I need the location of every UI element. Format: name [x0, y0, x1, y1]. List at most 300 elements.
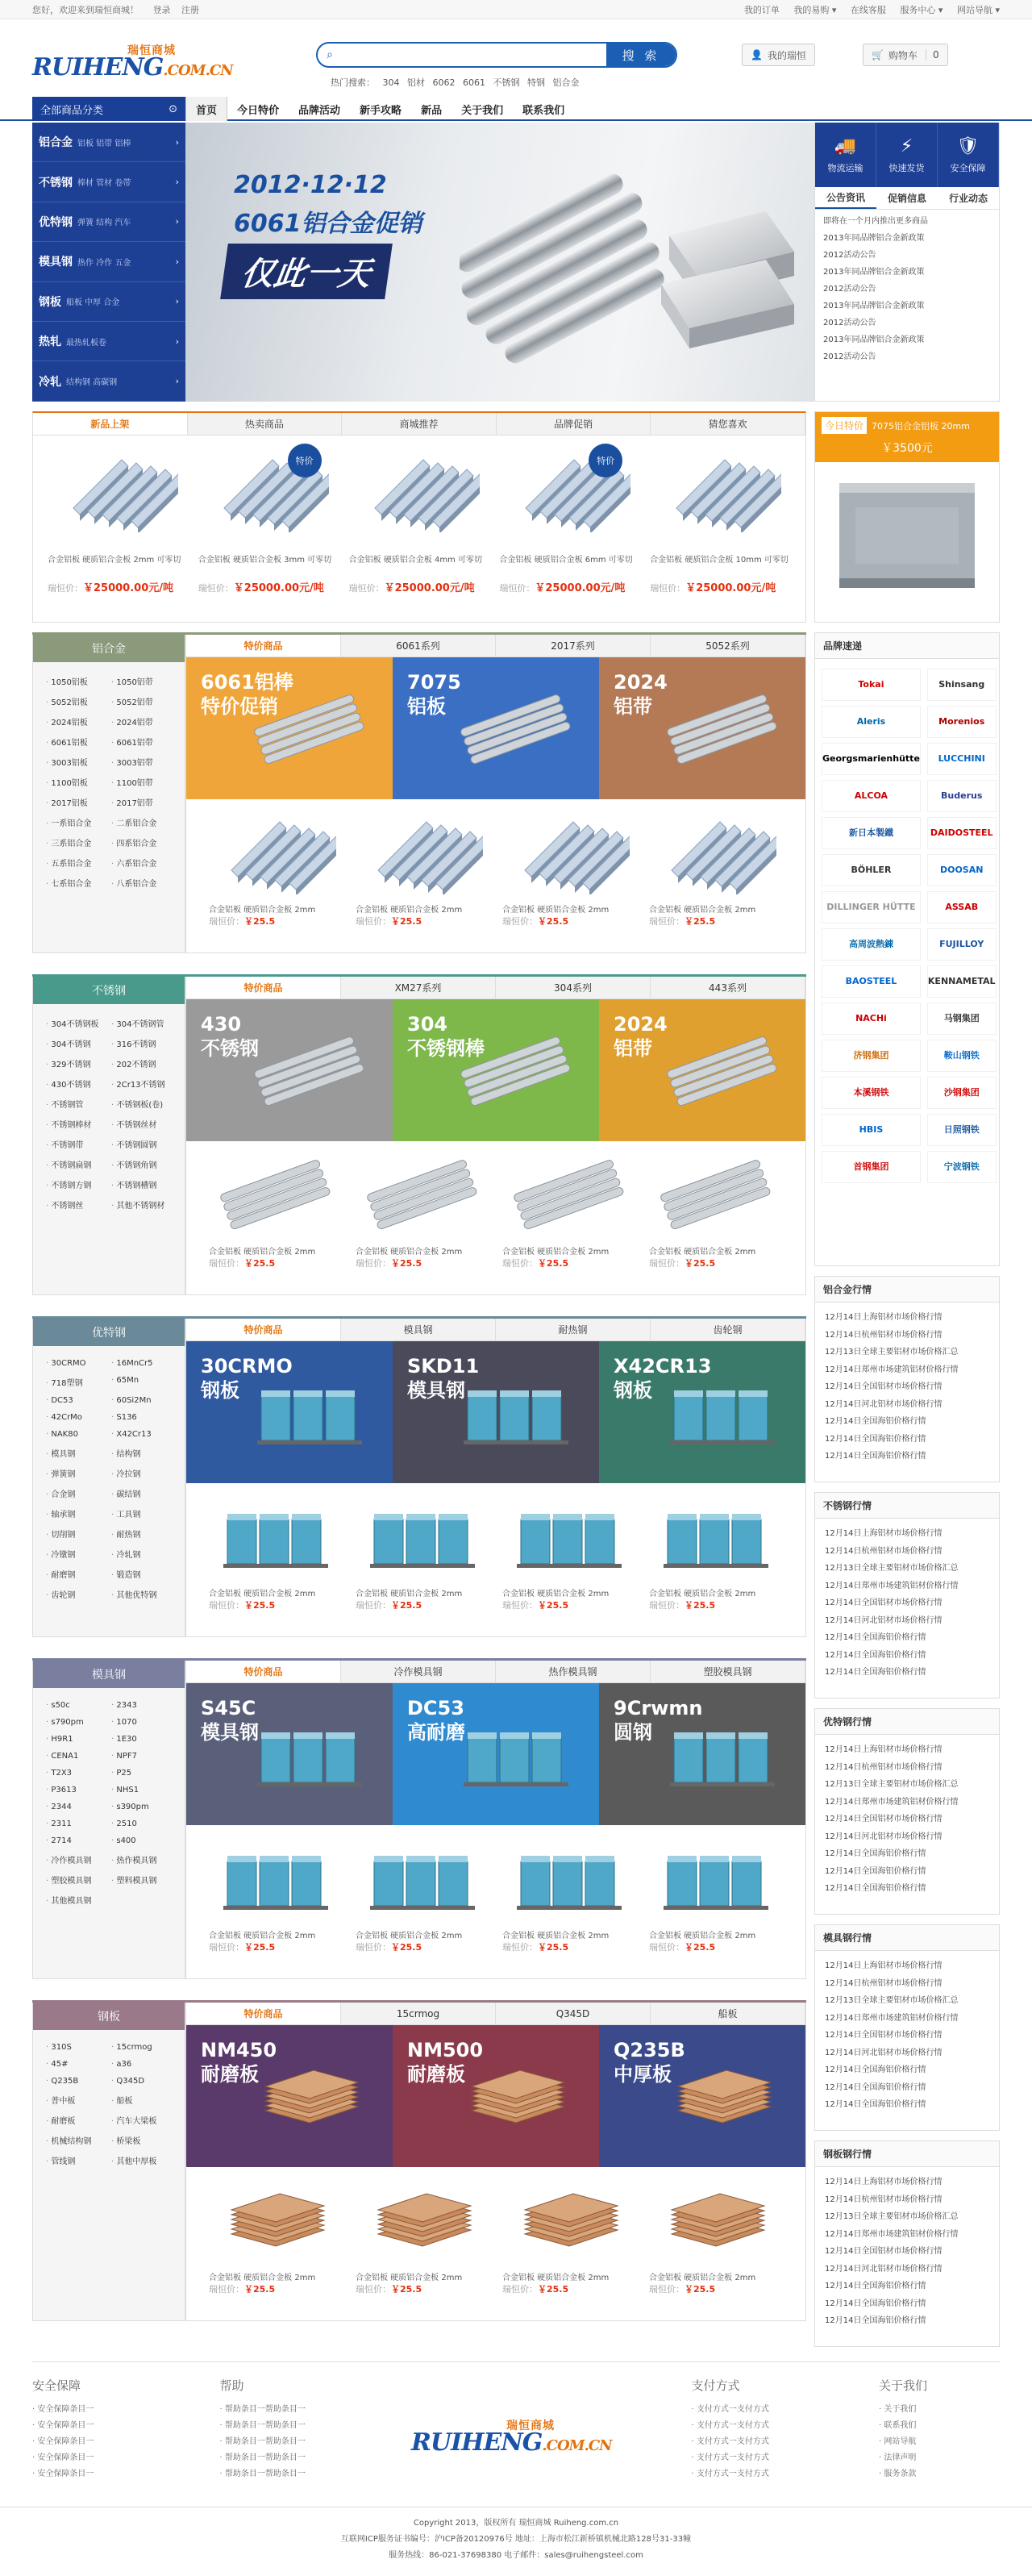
nav-today-special[interactable]: 今日特价	[237, 104, 280, 117]
floor-link[interactable]: · 65Mn	[111, 1376, 172, 1388]
floor-link[interactable]: · 五系铝合金	[46, 857, 106, 869]
price-item[interactable]: 12月14日全国海铝价格行情	[825, 1884, 926, 1893]
notice-item[interactable]: 2012活动公告	[823, 319, 876, 327]
nav-brand-activity[interactable]: 品牌活动	[298, 104, 341, 117]
product-name[interactable]: 合金铝板 硬质铝合金板 2mm	[649, 1248, 756, 1257]
floor-link[interactable]: · H9R1	[46, 1735, 106, 1744]
product-name[interactable]: 合金铝板 硬质铝合金板 4mm 可零切	[348, 556, 482, 565]
floor-link[interactable]: · 二系铝合金	[111, 816, 172, 828]
floor-link[interactable]: · 八系铝合金	[111, 877, 172, 889]
floor-product[interactable]	[643, 1840, 789, 1954]
floor-link[interactable]: · 316不锈钢	[111, 1037, 172, 1049]
floor-link[interactable]: · 其他不锈钢材	[111, 1198, 172, 1211]
brand-logo[interactable]: LUCCHINI	[927, 743, 997, 775]
price-item[interactable]: 12月13日全球主要铝材市场价格汇总	[825, 1564, 959, 1573]
floor-link[interactable]: · 329不锈钢	[46, 1057, 106, 1069]
footer-link[interactable]: · 安全保障条目一	[32, 2418, 177, 2434]
brand-logo[interactable]: NACHi	[822, 1002, 921, 1035]
floor-tab[interactable]: 冷作模具钢	[341, 1661, 496, 1682]
brand-logo[interactable]: 高周波熱錬	[822, 928, 921, 961]
notice-item[interactable]: 2013年同品牌铝合金新政策	[823, 234, 925, 243]
product-card[interactable]	[43, 444, 194, 594]
floor-tab[interactable]: 热作模具钢	[496, 1661, 651, 1682]
floor-link[interactable]: · 3003铝带	[111, 756, 172, 768]
floor-tab[interactable]: 耐热钢	[496, 1319, 651, 1340]
floor-link[interactable]: · 合金钢	[46, 1487, 106, 1499]
price-item[interactable]: 12月14日全国铝材市场价格行情	[825, 1599, 943, 1607]
price-item[interactable]: 12月14日郑州市场建筑铝材价格行情	[825, 1365, 959, 1374]
floor-promo[interactable]	[599, 999, 805, 1141]
floor-link[interactable]: · P3613	[46, 1786, 106, 1794]
price-item[interactable]: 12月14日河北铝材市场价格行情	[825, 1399, 943, 1409]
footer-link[interactable]: · 支付方式一支付方式	[692, 2418, 837, 2434]
floor-tab[interactable]: 船板	[651, 2003, 805, 2024]
notice-item[interactable]: 2013年同品牌铝合金新政策	[823, 268, 925, 277]
brand-logo[interactable]: 新日本製鐵	[822, 817, 921, 849]
all-categories-toggle[interactable]	[32, 97, 185, 121]
my-account-link[interactable]: 我的易购 ▾	[793, 5, 837, 15]
hot-keyword[interactable]: 铝合金	[552, 77, 580, 88]
brand-logo[interactable]: DAIDOSTEEL	[927, 817, 997, 849]
floor-promo[interactable]	[393, 1683, 599, 1825]
floor-link[interactable]: · 2017铝板	[46, 796, 106, 808]
floor-link[interactable]: · 不锈钢角钢	[111, 1158, 172, 1170]
brand-logo[interactable]: Morenios	[927, 706, 997, 738]
floor-link[interactable]: · T2X3	[46, 1769, 106, 1778]
floor-product[interactable]	[349, 1498, 496, 1612]
service-logistics[interactable]	[815, 123, 876, 187]
brand-logo[interactable]: 沙钢集团	[927, 1077, 997, 1109]
floor-link[interactable]: · 普中板	[46, 2094, 106, 2106]
floor-link[interactable]: · 塑料模具钢	[111, 1874, 172, 1886]
floor-promo[interactable]	[186, 657, 393, 799]
footer-link[interactable]: · 安全保障条目一	[32, 2434, 177, 2450]
floor-link[interactable]: · 2311	[46, 1819, 106, 1828]
floor-tab[interactable]: 塑胶模具钢	[651, 1661, 805, 1682]
floor-promo[interactable]	[599, 657, 805, 799]
footer-link[interactable]: · 帮助条目一帮助条目一	[220, 2450, 365, 2466]
brand-logo[interactable]: DOOSAN	[927, 854, 997, 886]
floor-link[interactable]: · a36	[111, 2060, 172, 2069]
price-item[interactable]: 12月14日郑州市场建筑铝材价格行情	[825, 1581, 959, 1590]
floor-tab[interactable]: 6061系列	[341, 635, 496, 657]
cart-button[interactable]	[863, 44, 948, 66]
brand-logo[interactable]: 日照钢铁	[927, 1114, 997, 1146]
product-name[interactable]: 合金铝板 硬质铝合金板 2mm	[209, 1932, 316, 1940]
price-item[interactable]: 12月14日杭州铝材市场价格行情	[825, 1978, 943, 1988]
tab-announcements[interactable]: 公告资讯	[815, 187, 876, 209]
floor-product[interactable]	[349, 814, 496, 928]
floor-link[interactable]: · 2Cr13不锈钢	[111, 1078, 172, 1090]
brand-logo[interactable]: 本溪钢铁	[822, 1077, 921, 1109]
floor-tab[interactable]: 304系列	[496, 977, 651, 998]
floor-tab[interactable]: 443系列	[651, 977, 805, 998]
price-item[interactable]: 12月14日杭州铝材市场价格行情	[825, 1546, 943, 1556]
brand-logo[interactable]: BÖHLER	[822, 854, 921, 886]
floor-link[interactable]: · 5052铝带	[111, 695, 172, 707]
floor-link[interactable]: · 30CRMO	[46, 1359, 106, 1368]
hot-keyword[interactable]: 铝材	[407, 77, 425, 88]
floor-link[interactable]: · 模具钢	[46, 1447, 106, 1459]
floor-link[interactable]: · 工具钢	[111, 1507, 172, 1519]
product-name[interactable]: 合金铝板 硬质铝合金板 2mm 可零切	[48, 556, 181, 565]
tab-guess-like[interactable]: 猜您喜欢	[651, 413, 805, 435]
floor-tab[interactable]: 特价商品	[186, 1319, 341, 1340]
price-item[interactable]: 12月14日杭州铝材市场价格行情	[825, 1330, 943, 1340]
floor-link[interactable]: · 不锈钢棒材	[46, 1118, 106, 1130]
floor-link[interactable]: · 1050铝带	[111, 675, 172, 687]
search-button[interactable]: 搜 索	[606, 44, 676, 66]
nav-beginner-guide[interactable]: 新手攻略	[360, 104, 402, 117]
floor-link[interactable]: · 1050铝板	[46, 675, 106, 687]
product-name[interactable]: 合金铝板 硬质铝合金板 2mm	[649, 906, 756, 915]
floor-link[interactable]: · 其他模具钢	[46, 1894, 106, 1906]
floor-link[interactable]: · s50c	[46, 1701, 106, 1710]
floor-link[interactable]: · 耐热钢	[111, 1528, 172, 1540]
floor-link[interactable]: · 2343	[111, 1701, 172, 1710]
today-special-box[interactable]	[814, 411, 1000, 623]
login-link[interactable]: 登录	[152, 5, 171, 15]
product-name[interactable]: 合金铝板 硬质铝合金板 2mm	[356, 906, 463, 915]
tab-brand-promo[interactable]: 品牌促销	[497, 413, 651, 435]
product-name[interactable]: 合金铝板 硬质铝合金板 2mm	[502, 1590, 610, 1599]
floor-link[interactable]: · 310S	[46, 2043, 106, 2052]
footer-link[interactable]: · 网站导航	[879, 2434, 1000, 2450]
price-item[interactable]: 12月14日郑州市场建筑铝材价格行情	[825, 2229, 959, 2239]
floor-link[interactable]: · DC53	[46, 1396, 106, 1405]
footer-link[interactable]: · 支付方式一支付方式	[692, 2402, 837, 2418]
price-item[interactable]: 12月14日全国海铝价格行情	[825, 1633, 926, 1642]
floor-link[interactable]: · 不锈钢槽钢	[111, 1178, 172, 1190]
floor-link[interactable]: · 不锈钢扁钢	[46, 1158, 106, 1170]
price-item[interactable]: 12月14日全国海铝价格行情	[825, 1417, 926, 1426]
price-item[interactable]: 12月14日全国海铝价格行情	[825, 1849, 926, 1858]
floor-link[interactable]: · 6061铝带	[111, 736, 172, 748]
floor-link[interactable]: · 桥梁板	[111, 2134, 172, 2146]
footer-link[interactable]: · 服务条款	[879, 2466, 1000, 2482]
price-item[interactable]: 12月14日上海铝材市场价格行情	[825, 1529, 943, 1538]
brand-logo[interactable]: HBIS	[822, 1114, 921, 1146]
price-item[interactable]: 12月14日郑州市场建筑铝材价格行情	[825, 1797, 959, 1807]
floor-link[interactable]: · 304不锈钢板	[46, 1017, 106, 1029]
register-link[interactable]: 注册	[181, 5, 199, 15]
site-logo[interactable]	[32, 42, 242, 82]
floor-link[interactable]: · NAK80	[46, 1430, 106, 1439]
price-item[interactable]: 12月14日上海铝材市场价格行情	[825, 1745, 943, 1754]
floor-link[interactable]: · 锻造钢	[111, 1568, 172, 1580]
brand-logo[interactable]: 鞍山钢铁	[927, 1040, 997, 1072]
floor-link[interactable]: · 船板	[111, 2094, 172, 2106]
floor-tab[interactable]: 特价商品	[186, 1661, 341, 1682]
floor-product[interactable]	[496, 1156, 643, 1270]
floor-product[interactable]	[643, 2182, 789, 2296]
hot-keyword[interactable]: 304	[382, 77, 400, 88]
price-item[interactable]: 12月14日河北铝材市场价格行情	[825, 1832, 943, 1841]
floor-link[interactable]: · 冷轧钢	[111, 1548, 172, 1560]
floor-promo[interactable]	[599, 1341, 805, 1483]
product-name[interactable]: 合金铝板 硬质铝合金板 2mm	[356, 1932, 463, 1940]
floor-link[interactable]: · 45#	[46, 2060, 106, 2069]
floor-promo[interactable]	[186, 999, 393, 1141]
floor-product[interactable]	[202, 814, 349, 928]
floor-link[interactable]: · 718塑钢	[46, 1376, 106, 1388]
notice-item[interactable]: 2012活动公告	[823, 285, 876, 294]
floor-promo[interactable]	[599, 2025, 805, 2167]
notice-item[interactable]: 2013年同品牌铝合金新政策	[823, 302, 925, 311]
price-item[interactable]: 12月14日全国海铝价格行情	[825, 1434, 926, 1444]
floor-tab[interactable]: 特价商品	[186, 635, 341, 657]
floor-promo[interactable]	[393, 2025, 599, 2167]
product-card[interactable]	[494, 444, 645, 594]
service-fast-delivery[interactable]	[876, 123, 938, 187]
price-item[interactable]: 12月14日全国海铝价格行情	[825, 1866, 926, 1876]
floor-link[interactable]: · 其他优特钢	[111, 1588, 172, 1600]
footer-link[interactable]: · 支付方式一支付方式	[692, 2450, 837, 2466]
floor-product[interactable]	[202, 1840, 349, 1954]
price-item[interactable]: 12月14日全国海铝价格行情	[825, 1452, 926, 1461]
notice-item[interactable]: 2012活动公告	[823, 352, 876, 361]
floor-link[interactable]: · 5052铝板	[46, 695, 106, 707]
floor-promo[interactable]	[393, 657, 599, 799]
price-item[interactable]: 12月14日郑州市场建筑铝材价格行情	[825, 2013, 959, 2023]
footer-link[interactable]: · 安全保障条目一	[32, 2402, 177, 2418]
brand-logo[interactable]: 首钢集团	[822, 1151, 921, 1183]
site-nav-link[interactable]: 网站导航 ▾	[956, 5, 1000, 15]
tab-promotions[interactable]: 促销信息	[887, 193, 926, 204]
floor-promo[interactable]	[186, 1341, 393, 1483]
product-card[interactable]	[645, 444, 796, 594]
brand-logo[interactable]: Tokai	[822, 669, 921, 701]
price-item[interactable]: 12月14日全国海铝价格行情	[825, 1668, 926, 1677]
floor-product[interactable]	[202, 2182, 349, 2296]
floor-link[interactable]: · s790pm	[46, 1718, 106, 1727]
floor-link[interactable]: · X42Cr13	[111, 1430, 172, 1439]
footer-link[interactable]: · 支付方式一支付方式	[692, 2434, 837, 2450]
price-item[interactable]: 12月14日上海铝材市场价格行情	[825, 1961, 943, 1970]
hot-keyword[interactable]: 6062	[432, 77, 456, 88]
price-item[interactable]: 12月14日全国铝材市场价格行情	[825, 2031, 943, 2040]
floor-tab[interactable]: Q345D	[496, 2003, 651, 2024]
tab-recommend[interactable]: 商城推荐	[342, 413, 497, 435]
price-item[interactable]: 12月14日全国铝材市场价格行情	[825, 1382, 943, 1391]
hot-keyword[interactable]: 特钢	[527, 77, 545, 88]
floor-promo[interactable]	[599, 1683, 805, 1825]
floor-link[interactable]: · 304不锈钢	[46, 1037, 106, 1049]
floor-promo[interactable]	[186, 1683, 393, 1825]
category-item[interactable]	[32, 242, 185, 281]
floor-tab[interactable]: 15crmog	[341, 2003, 496, 2024]
floor-link[interactable]: · NHS1	[111, 1786, 172, 1794]
product-name[interactable]: 合金铝板 硬质铝合金板 2mm	[502, 1932, 610, 1940]
floor-link[interactable]: · 七系铝合金	[46, 877, 106, 889]
floor-link[interactable]: · 弹簧钢	[46, 1467, 106, 1479]
brand-logo[interactable]: 马钢集团	[927, 1002, 997, 1035]
floor-link[interactable]: · 齿轮钢	[46, 1588, 106, 1600]
price-item[interactable]: 12月14日全国海铝价格行情	[825, 1650, 926, 1660]
floor-product[interactable]	[349, 2182, 496, 2296]
brand-logo[interactable]: BAOSTEEL	[822, 965, 921, 998]
price-item[interactable]: 12月14日上海铝材市场价格行情	[825, 1313, 943, 1322]
hot-keyword[interactable]: 6061	[463, 77, 485, 88]
notice-item[interactable]: 即将在一个月内推出更多商品	[823, 217, 928, 226]
brand-logo[interactable]: Shinsang	[927, 669, 997, 701]
category-item[interactable]	[32, 322, 185, 361]
category-item[interactable]	[32, 123, 185, 162]
my-orders-link[interactable]: 我的订单	[743, 5, 780, 15]
category-item[interactable]	[32, 162, 185, 202]
floor-link[interactable]: · s400	[111, 1836, 172, 1845]
floor-promo[interactable]	[186, 2025, 393, 2167]
tab-industry[interactable]: 行业动态	[948, 193, 988, 204]
price-item[interactable]: 12月14日上海铝材市场价格行情	[825, 2178, 943, 2186]
floor-link[interactable]: · 三系铝合金	[46, 836, 106, 848]
floor-link[interactable]: · 不锈钢板(卷)	[111, 1098, 172, 1110]
notice-item[interactable]: 2012活动公告	[823, 251, 876, 260]
floor-product[interactable]	[349, 1156, 496, 1270]
brand-logo[interactable]: FUJILLOY	[927, 928, 997, 961]
brand-logo[interactable]: ALCOA	[822, 780, 921, 812]
service-center-link[interactable]: 服务中心 ▾	[900, 5, 943, 15]
floor-link[interactable]: · 结构钢	[111, 1447, 172, 1459]
floor-product[interactable]	[496, 1498, 643, 1612]
floor-link[interactable]: · 不锈钢丝材	[111, 1118, 172, 1130]
floor-link[interactable]: · NPF7	[111, 1752, 172, 1761]
brand-logo[interactable]: 宁波钢铁	[927, 1151, 997, 1183]
product-name[interactable]: 合金铝板 硬质铝合金板 2mm	[649, 2274, 756, 2282]
price-item[interactable]: 12月14日全国海铝价格行情	[825, 2282, 926, 2290]
footer-link[interactable]: · 法律声明	[879, 2450, 1000, 2466]
floor-link[interactable]: · 四系铝合金	[111, 836, 172, 848]
brand-logo[interactable]: ASSAB	[927, 891, 997, 923]
floor-link[interactable]: · 2024铝带	[111, 715, 172, 727]
floor-link[interactable]: · 不锈钢带	[46, 1138, 106, 1150]
floor-link[interactable]: · 15crmog	[111, 2043, 172, 2052]
footer-link[interactable]: · 帮助条目一帮助条目一	[220, 2418, 365, 2434]
price-item[interactable]: 12月14日河北铝材市场价格行情	[825, 1615, 943, 1625]
floor-link[interactable]: · 轴承钢	[46, 1507, 106, 1519]
category-item[interactable]	[32, 282, 185, 322]
floor-tab[interactable]: 齿轮钢	[651, 1319, 805, 1340]
product-name[interactable]: 合金铝板 硬质铝合金板 2mm	[649, 1932, 756, 1940]
floor-tab[interactable]: 特价商品	[186, 2003, 341, 2024]
floor-link[interactable]: · 430不锈钢	[46, 1078, 106, 1090]
floor-link[interactable]: · 碳结钢	[111, 1487, 172, 1499]
floor-link[interactable]: · 1100铝板	[46, 776, 106, 788]
price-item[interactable]: 12月14日全国海铝价格行情	[825, 2100, 926, 2109]
nav-contact[interactable]: 联系我们	[522, 104, 565, 117]
floor-link[interactable]: · 1070	[111, 1718, 172, 1727]
footer-link[interactable]: · 安全保障条目一	[32, 2466, 177, 2482]
promo-banner[interactable]	[185, 123, 814, 402]
brand-logo[interactable]: Aleris	[822, 706, 921, 738]
footer-link[interactable]: · 帮助条目一帮助条目一	[220, 2402, 365, 2418]
my-account-button[interactable]	[742, 44, 815, 66]
price-item[interactable]: 12月14日全国海铝价格行情	[825, 2082, 926, 2092]
floor-product[interactable]	[349, 1840, 496, 1954]
product-name[interactable]: 合金铝板 硬质铝合金板 10mm 可零切	[650, 556, 789, 565]
floor-link[interactable]: · s390pm	[111, 1803, 172, 1811]
floor-link[interactable]: · 一系铝合金	[46, 816, 106, 828]
floor-product[interactable]	[643, 814, 789, 928]
floor-link[interactable]: · 不锈钢丝	[46, 1198, 106, 1211]
online-service-link[interactable]: 在线客服	[850, 5, 886, 15]
floor-link[interactable]: · 切削钢	[46, 1528, 106, 1540]
footer-link[interactable]: · 帮助条目一帮助条目一	[220, 2434, 365, 2450]
product-name[interactable]: 合金铝板 硬质铝合金板 2mm	[209, 1248, 316, 1257]
floor-link[interactable]: · 不锈钢方钢	[46, 1178, 106, 1190]
product-name[interactable]: 合金铝板 硬质铝合金板 2mm	[356, 1590, 463, 1599]
footer-link[interactable]: · 支付方式一支付方式	[692, 2466, 837, 2482]
floor-link[interactable]: · 60Si2Mn	[111, 1396, 172, 1405]
product-name[interactable]: 合金铝板 硬质铝合金板 2mm	[502, 906, 610, 915]
price-item[interactable]: 12月13日全球主要铝材市场价格汇总	[825, 1996, 959, 2005]
floor-link[interactable]: · 2510	[111, 1819, 172, 1828]
floor-link[interactable]: · 管线钢	[46, 2154, 106, 2166]
product-name[interactable]: 合金铝板 硬质铝合金板 2mm	[209, 2274, 316, 2282]
floor-product[interactable]	[643, 1156, 789, 1270]
tab-hot-sale[interactable]: 热卖商品	[188, 413, 343, 435]
floor-link[interactable]: · 2714	[46, 1836, 106, 1845]
floor-link[interactable]: · 塑胶模具钢	[46, 1874, 106, 1886]
floor-link[interactable]: · 2024铝板	[46, 715, 106, 727]
price-item[interactable]: 12月14日杭州铝材市场价格行情	[825, 2195, 943, 2204]
floor-product[interactable]	[496, 2182, 643, 2296]
product-name[interactable]: 合金铝板 硬质铝合金板 2mm	[209, 906, 316, 915]
floor-link[interactable]: · 热作模具钢	[111, 1853, 172, 1865]
price-item[interactable]: 12月14日河北铝材市场价格行情	[825, 2048, 943, 2057]
floor-link[interactable]: · Q235B	[46, 2077, 106, 2086]
floor-link[interactable]: · 2344	[46, 1803, 106, 1811]
floor-link[interactable]: · 耐磨钢	[46, 1568, 106, 1580]
floor-link[interactable]: · 六系铝合金	[111, 857, 172, 869]
price-item[interactable]: 12月13日全球主要铝材市场价格汇总	[825, 2212, 959, 2221]
product-name[interactable]: 合金铝板 硬质铝合金板 2mm	[356, 1248, 463, 1257]
floor-tab[interactable]: 2017系列	[496, 635, 651, 657]
floor-tab[interactable]: 模具钢	[341, 1319, 496, 1340]
hot-keyword[interactable]: 不锈钢	[493, 77, 520, 88]
category-item[interactable]	[32, 202, 185, 242]
product-name[interactable]: 合金铝板 硬质铝合金板 3mm 可零切	[198, 556, 332, 565]
nav-about[interactable]: 关于我们	[461, 104, 504, 117]
floor-link[interactable]: · 3003铝板	[46, 756, 106, 768]
service-security[interactable]	[938, 123, 999, 187]
floor-link[interactable]: · CENA1	[46, 1752, 106, 1761]
floor-link[interactable]: · 16MnCr5	[111, 1359, 172, 1368]
price-item[interactable]: 12月14日全国铝材市场价格行情	[825, 1815, 943, 1824]
price-item[interactable]: 12月14日全国海铝价格行情	[825, 2299, 926, 2308]
product-name[interactable]: 合金铝板 硬质铝合金板 6mm 可零切	[499, 556, 633, 565]
product-name[interactable]: 合金铝板 硬质铝合金板 2mm	[209, 1590, 316, 1599]
floor-link[interactable]: · 2017铝带	[111, 796, 172, 808]
product-card[interactable]	[344, 444, 495, 594]
floor-link[interactable]: · 冷拉钢	[111, 1467, 172, 1479]
footer-link[interactable]: · 安全保障条目一	[32, 2450, 177, 2466]
floor-link[interactable]: · 1E30	[111, 1735, 172, 1744]
brand-logo[interactable]: Buderus	[927, 780, 997, 812]
price-item[interactable]: 12月14日河北铝材市场价格行情	[825, 2264, 943, 2274]
floor-link[interactable]: · 冷作模具钢	[46, 1853, 106, 1865]
floor-link[interactable]: · Q345D	[111, 2077, 172, 2086]
price-item[interactable]: 12月14日全国海铝价格行情	[825, 2316, 926, 2325]
nav-new[interactable]: 新品	[421, 104, 443, 117]
brand-logo[interactable]: DILLINGER HÜTTE	[822, 891, 921, 923]
floor-tab[interactable]: 5052系列	[651, 635, 805, 657]
floor-promo[interactable]	[393, 1341, 599, 1483]
footer-link[interactable]: · 关于我们	[879, 2402, 1000, 2418]
price-item[interactable]: 12月14日全国铝材市场价格行情	[825, 2247, 943, 2256]
floor-link[interactable]: · 冷镦钢	[46, 1548, 106, 1560]
floor-link[interactable]: · 耐磨板	[46, 2114, 106, 2126]
